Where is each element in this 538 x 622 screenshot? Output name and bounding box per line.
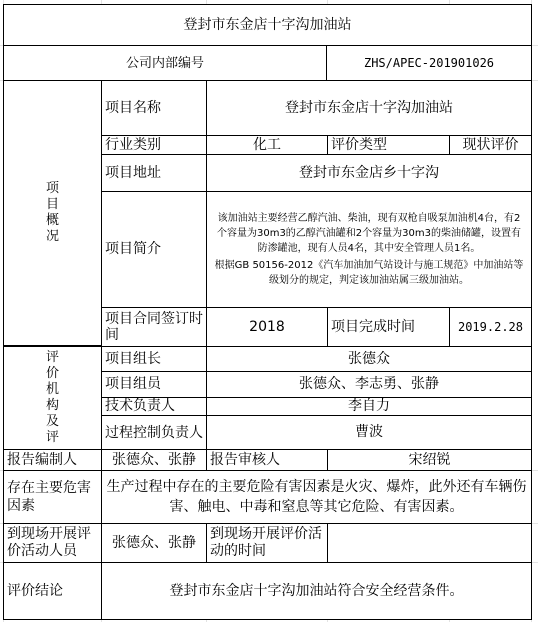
section-char: 价	[45, 366, 59, 381]
report-author-value: 张德众、张静	[101, 449, 207, 471]
section-char: 评	[45, 430, 59, 445]
hazards-label: 存在主要危害因素	[3, 470, 102, 524]
complete-time-value: 2019.2.28	[449, 307, 532, 347]
onsite-staff-value: 张德众、张静	[101, 523, 207, 563]
tech-lead-value: 李自力	[206, 397, 532, 416]
section-char: 概	[45, 213, 59, 228]
contract-time-label: 项目合同签订时间	[101, 307, 207, 347]
report-author-label: 报告编制人	[3, 449, 102, 471]
overview-section-label	[3, 80, 102, 346]
process-lead-value: 曹波	[206, 415, 532, 450]
contract-time-value: 2018	[206, 307, 328, 347]
industry-label: 行业类别	[101, 135, 207, 155]
intro-paragraph: 根据GB 50156-2012《汽车加油加气站设计与施工规范》中加油站等级划分的规定，判定该加油站属三级加油站。	[214, 260, 524, 286]
intro-label: 项目简介	[101, 191, 207, 308]
members-value: 张德众、李志勇、张静	[206, 371, 532, 398]
eval-type-label: 评价类型	[327, 135, 450, 155]
conclusion-value: 登封市东金店十字沟加油站符合安全经营条件。	[101, 562, 532, 620]
project-name-value: 登封市东金店十字沟加油站	[206, 80, 532, 136]
onsite-time-label: 到现场开展评价活动的时间	[206, 523, 328, 563]
onsite-staff-label: 到现场开展评价活动人员	[3, 523, 102, 563]
project-name-label: 项目名称	[101, 80, 207, 136]
section-char: 机	[45, 382, 59, 397]
report-reviewer-value: 宋绍锐	[327, 449, 532, 471]
hazards-value: 生产过程中存在的主要危险有害因素是火灾、爆炸，此外还有车辆伤害、触电、中毒和窒息等其它危险、有害因素。	[101, 470, 532, 524]
section-char: 构	[45, 398, 59, 413]
section-char: 评	[45, 350, 59, 365]
intro-value	[206, 191, 532, 308]
conclusion-label: 评价结论	[3, 562, 102, 620]
section-char: 及	[45, 414, 59, 429]
internal-code-value: ZHS/APEC-201901026	[326, 45, 532, 81]
intro-paragraph: 该加油站主要经营乙醇汽油、柴油，现有双枪自吸泵加油机4台，有2个容量为30m3的乙醇汽油罐和2个容量为30m3的柴油储罐，设置有防渗罐池，现有人员4名，其中安全管理人员1名。	[216, 213, 522, 254]
eval-type-value: 现状评价	[449, 135, 532, 155]
page-title: 登封市东金店十字沟加油站	[3, 4, 532, 46]
complete-time-label: 项目完成时间	[327, 307, 450, 347]
tech-lead-label: 技术负责人	[101, 397, 207, 416]
leader-value: 张德众	[206, 346, 532, 372]
report-reviewer-label: 报告审核人	[206, 449, 328, 471]
process-lead-label: 过程控制负责人	[101, 415, 207, 450]
address-label: 项目地址	[101, 154, 207, 192]
section-char: 目	[45, 197, 59, 212]
leader-label: 项目组长	[101, 346, 207, 372]
onsite-time-value	[327, 523, 532, 563]
section-char: 项	[45, 181, 59, 196]
members-label: 项目组员	[101, 371, 207, 398]
internal-code-label: 公司内部编号	[3, 45, 327, 81]
industry-value: 化工	[206, 135, 328, 155]
section-char: 况	[45, 229, 59, 244]
agency-section-label	[3, 346, 102, 450]
address-value: 登封市东金店乡十字沟	[206, 154, 532, 192]
